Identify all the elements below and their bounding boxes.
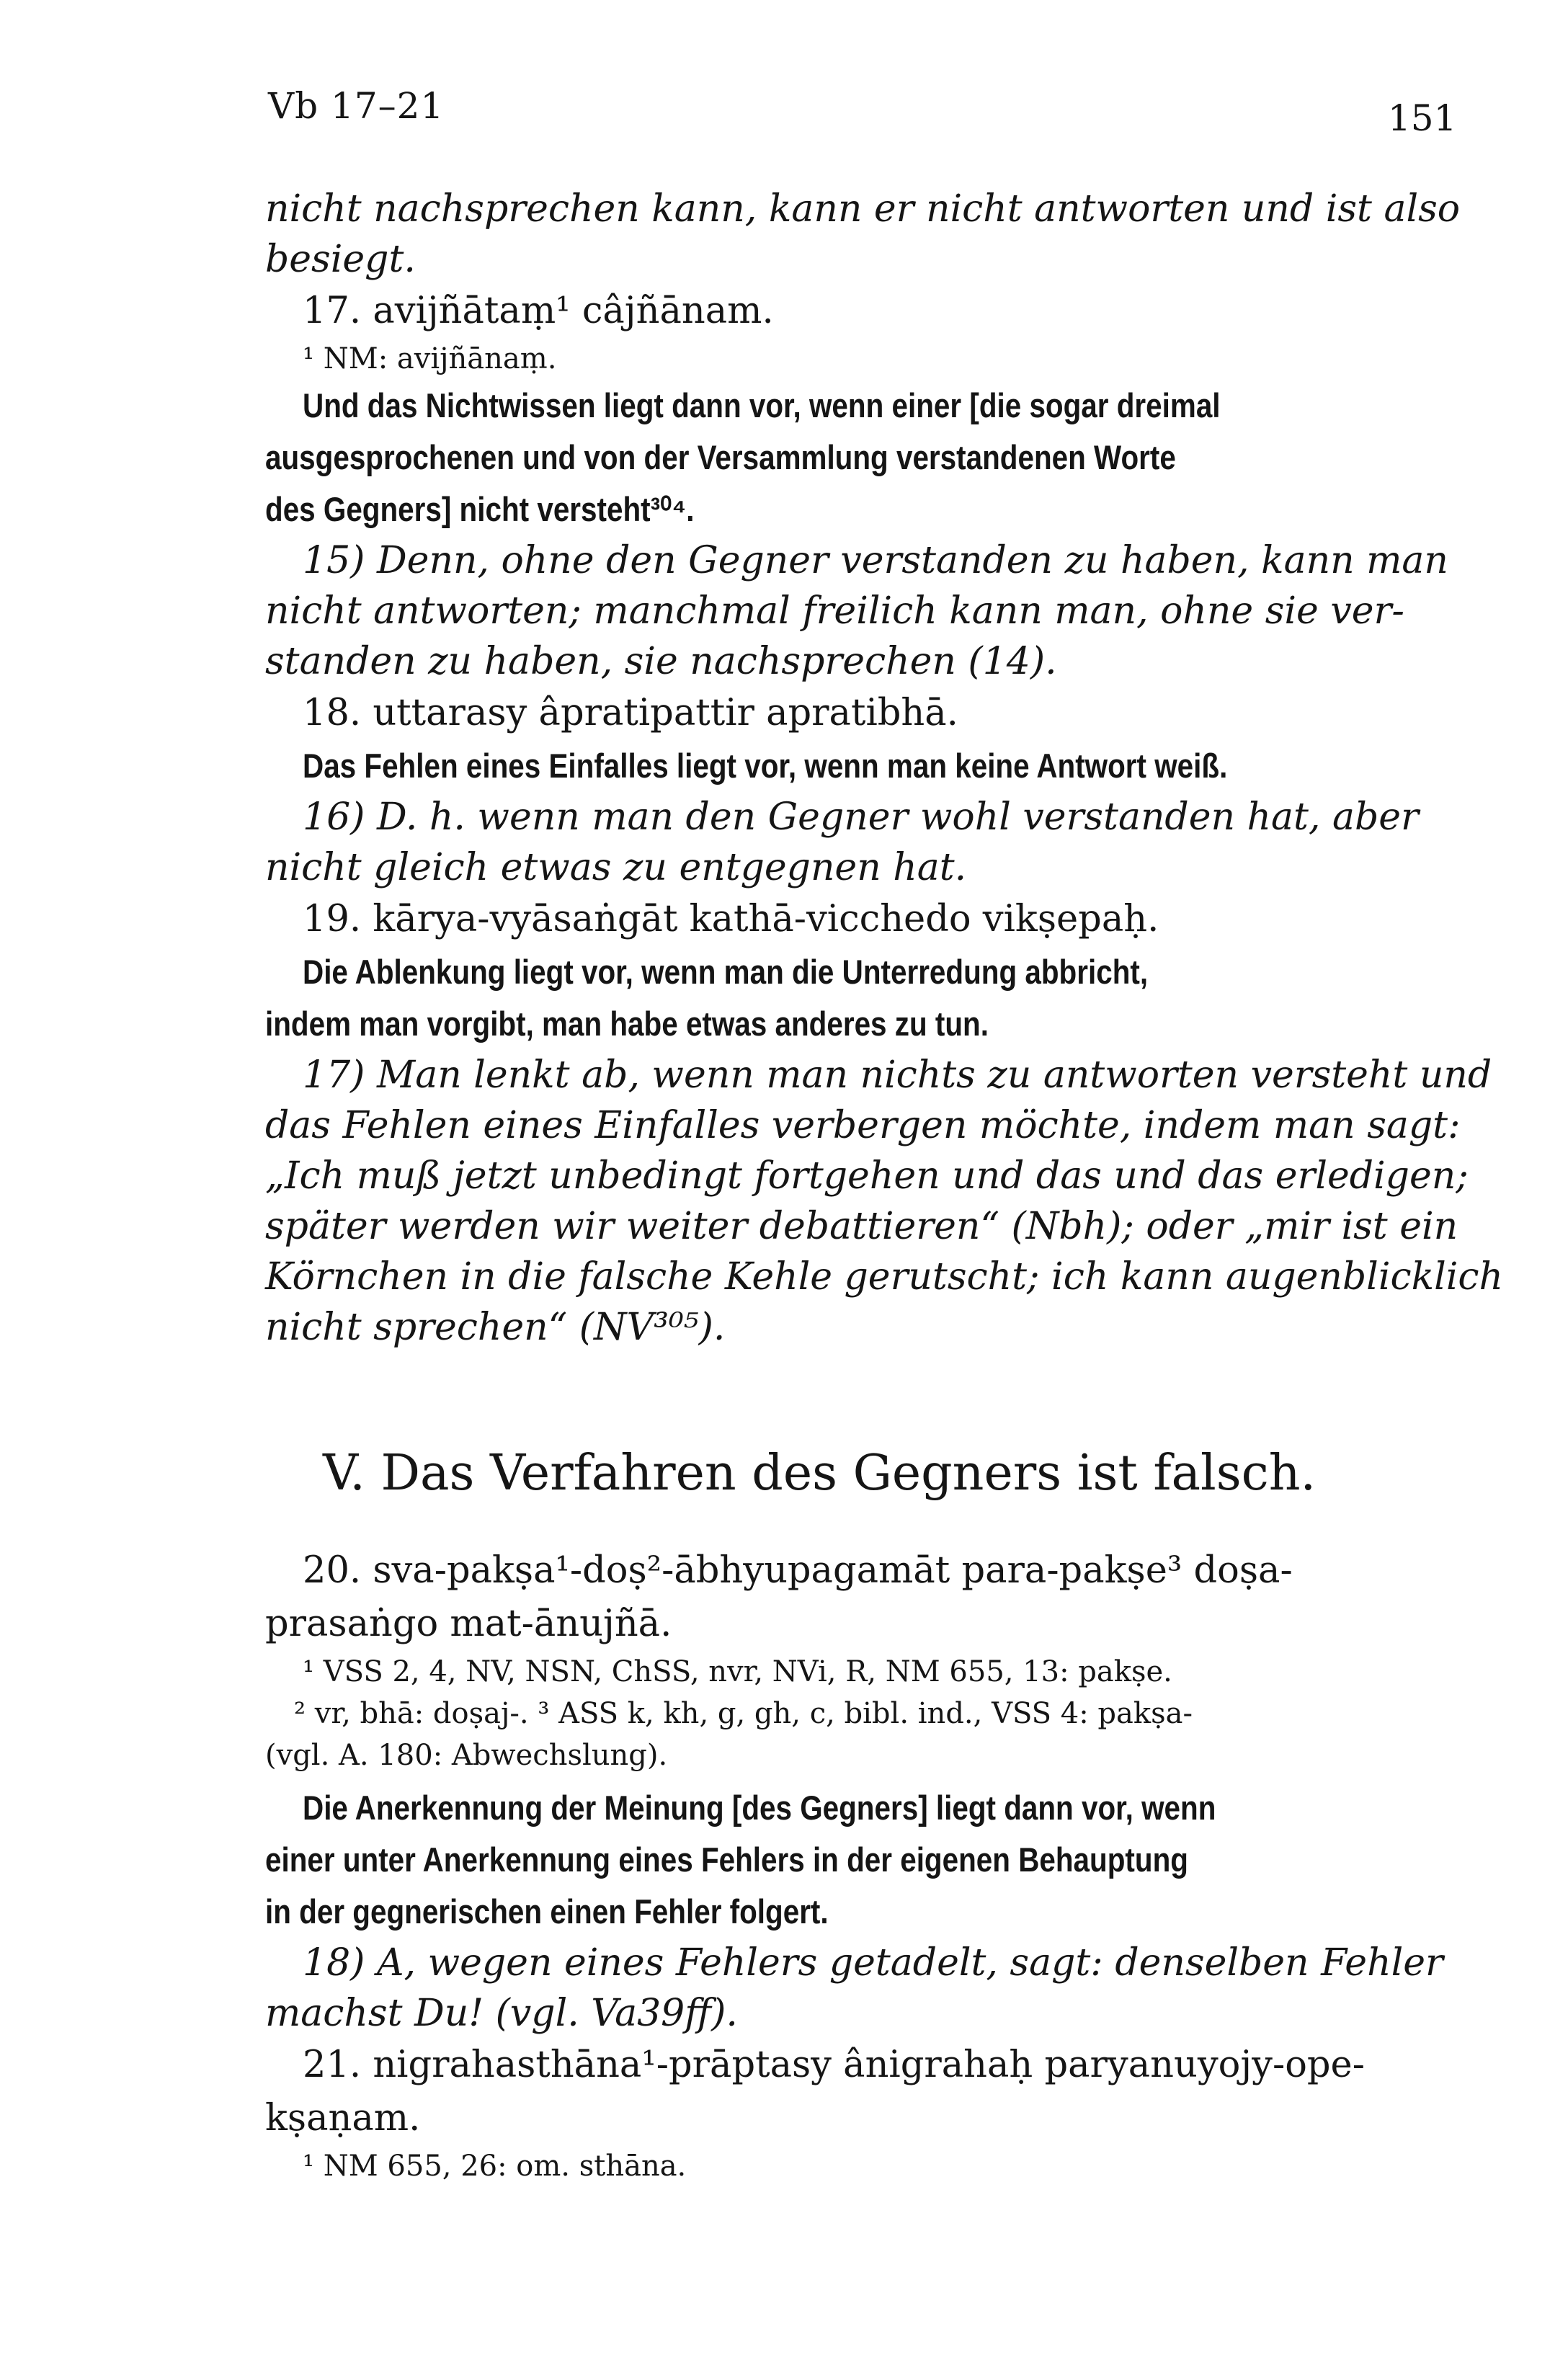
sutra-17: 17. avijñātaṃ¹ câjñānam. [303,290,774,332]
commentary-line: nicht sprechen“ (NV³⁰⁵). [265,1306,726,1349]
translation-line: indem man vorgibt, man habe etwas anderes zu tun. [265,1005,989,1043]
sutra-20-cont: prasaṅgo mat-ānujñā. [265,1603,672,1645]
footnote: ¹ VSS 2, 4, NV, NSN, ChSS, nvr, NVi, R, NM 655, 13: pakṣe. [303,1655,1172,1688]
text-line: besiegt. [265,238,416,281]
commentary-line: „Ich muß jetzt unbedingt fortgehen und das und das erledigen; [265,1154,1469,1198]
translation-line: Und das Nichtwissen liegt dann vor, wenn einer [die sogar dreimal [303,386,1221,424]
commentary-line: machst Du! (vgl. Va39ff). [265,1992,738,2035]
translation-line: Die Anerkennung der Meinung [des Gegners] liegt dann vor, wenn [303,1789,1216,1827]
commentary-line: das Fehlen eines Einfalles verbergen möchte, indem man sagt: [265,1104,1461,1147]
commentary-line: Körnchen in die falsche Kehle gerutscht; ich kann augenblicklich [265,1255,1503,1299]
footnote: (vgl. A. 180: Abwechslung). [265,1739,668,1772]
running-header: Vb 17–21 [268,85,445,127]
commentary-line: nicht gleich etwas zu entgegnen hat. [265,846,967,889]
page-body [265,184,1503,2187]
footnote: ² vr, bhā: doṣaj-. ³ ASS k, kh, g, gh, c, bibl. ind., VSS 4: pakṣa- [294,1697,1193,1730]
commentary-line: standen zu haben, sie nachsprechen (14). [265,640,1057,683]
translation-line: einer unter Anerkennung eines Fehlers in der eigenen Behauptung [265,1840,1188,1879]
sutra-21-cont: kṣaṇam. [265,2097,421,2139]
sutra-18: 18. uttarasy âpratipattir apratibhā. [303,692,958,734]
footnote: ¹ NM: avijñānaṃ. [303,342,557,375]
translation-line: ausgesprochenen und von der Versammlung verstandenen Worte [265,438,1176,476]
translation-line: Das Fehlen eines Einfalles liegt vor, wenn man keine Antwort weiß. [303,747,1228,785]
sutra-21: 21. nigrahasthāna¹-prāptasy ânigrahaḥ paryanuyojy-ope- [303,2044,1365,2086]
footnote: ¹ NM 655, 26: om. sthāna. [303,2150,687,2183]
translation-line: Die Ablenkung liegt vor, wenn man die Unterredung abbricht, [303,953,1149,991]
commentary-line: 18) A, wegen eines Fehlers getadelt, sagt: denselben Fehler [303,1941,1443,1985]
sutra-19: 19. kārya-vyāsaṅgāt kathā-vicchedo vikṣepaḥ. [303,898,1159,940]
translation-line: in der gegnerischen einen Fehler folgert. [265,1892,829,1931]
commentary-line: 15) Denn, ohne den Gegner verstanden zu haben, kann man [303,539,1448,582]
text-line: nicht nachsprechen kann, kann er nicht antworten und ist also [265,187,1461,231]
commentary-line: nicht antworten; manchmal freilich kann man, ohne sie ver- [265,589,1404,633]
commentary-line: 16) D. h. wenn man den Gegner wohl verstanden hat, aber [303,796,1419,839]
commentary-line: 17) Man lenkt ab, wenn man nichts zu antworten versteht und [303,1054,1492,1097]
translation-line: des Gegners] nicht versteht³⁰⁴. [265,490,695,528]
section-heading: V. Das Verfahren des Gegners ist falsch. [323,1445,1317,1502]
sutra-20: 20. sva-pakṣa¹-doṣ²-ābhyupagamāt para-pakṣe³ doṣa- [303,1549,1293,1592]
page-number: 151 [1388,97,1457,139]
commentary-line: später werden wir weiter debattieren“ (Nbh); oder „mir ist ein [265,1205,1458,1248]
